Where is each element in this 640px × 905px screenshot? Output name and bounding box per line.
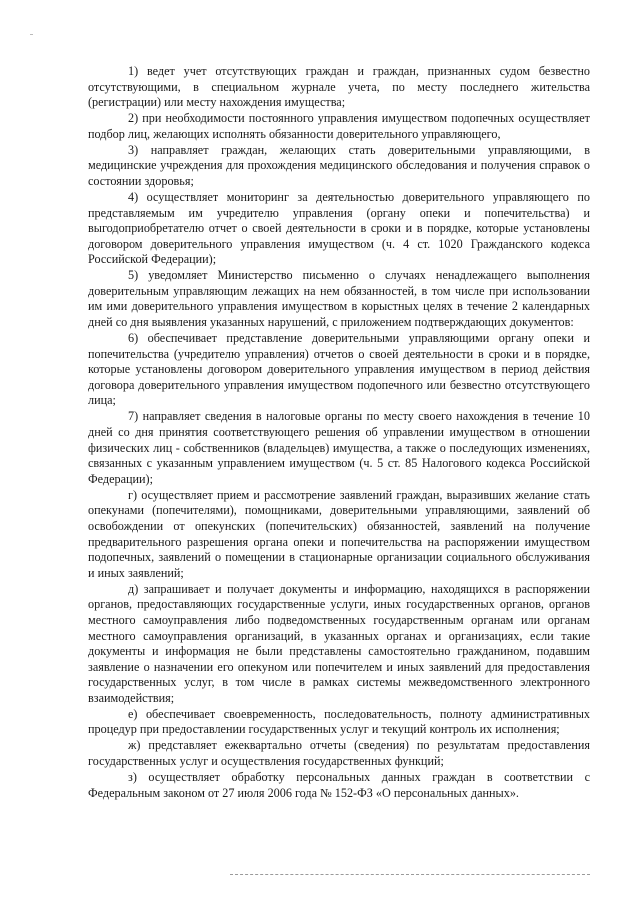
scan-mark xyxy=(30,34,33,35)
paragraph-z: з) осуществляет обработку персональных данных граждан в соответствии с Федеральным законом от 27 июля 2006 года № 152-ФЗ «О персональных данных». xyxy=(88,770,590,800)
paragraph-d: д) запрашивает и получает документы и информацию, находящихся в распоряжении органов, предоставляющих государственные услуги, иных государственных органов, органов местного самоуправления либо подведомственных государственным органам или органам местного самоуправления организаций, в указанных органах и организациях, если такие документы и информация не были представлены самостоятельно гражданином, подавшим заявление о назначении его опекуном или попечителем и иных заявлений для предоставления государственных услуг, в том числе в рамках системы межведомственного электронного взаимодействия; xyxy=(88,581,590,705)
document-body xyxy=(88,64,590,802)
paragraph-e: е) обеспечивает своевременность, последовательность, полноту административных процедур при предоставлении государственных услуг и текущий контроль их исполнения; xyxy=(88,706,590,737)
paragraph-3: 3) направляет граждан, желающих стать доверительными управляющими, в медицинские учреждения для прохождения медицинского обследования и получения справок о состоянии здоровья; xyxy=(88,142,590,188)
paragraph-5: 5) уведомляет Министерство письменно о случаях ненадлежащего выполнения доверительным управляющим лежащих на нем обязанностей, в том числе при использовании им ими доверительного управления имуществом в корыстных целях в течение 2 календарных дней со дня выявления указанных нарушений, с приложением подтверждающих документов: xyxy=(88,268,590,330)
paragraph-1: 1) ведет учет отсутствующих граждан и граждан, признанных судом безвестно отсутствующими, в специальном журнале учета, по месту последнего жительства (регистрации) или месту нахождения имущества; xyxy=(88,64,590,110)
paragraph-2: 2) при необходимости постоянного управления имуществом подопечных осуществляет подбор лиц, желающих исполнять обязанности доверительного управляющего, xyxy=(88,111,590,141)
paragraph-zh: ж) представляет ежеквартально отчеты (сведения) по результатам предоставления государственных услуг и осуществления государственных функций; xyxy=(88,738,590,769)
paragraph-4: 4) осуществляет мониторинг за деятельностью доверительного управляющего по представляемым им учредителю управления (органу опеки и попечительства) и выгодоприобретателю отчет о своей деятельности в сроки и в порядке, которые установлены договором доверительного управления имуществом (ч. 4 ст. 1020 Гражданского кодекса Российской Федерации); xyxy=(88,189,590,267)
paragraph-7: 7) направляет сведения в налоговые органы по месту своего нахождения в течение 10 дней со дня принятия соответствующего решения об управлении имуществом в отношении физических лиц - собственников (владельцев) имущества, а также о последующих изменениях, связанных с указанным управлением имуществом (ч. 5 ст. 85 Налогового кодекса Российской Федерации); xyxy=(88,409,590,486)
footer-divider xyxy=(230,874,590,875)
paragraph-g: г) осуществляет прием и рассмотрение заявлений граждан, выразивших желание стать опекунами (попечителями), помощниками, доверительными управляющими, заявлений об освобождении от опекунских (попечительских) обязанностей, заявлений на получение предварительного разрешения органа опеки и попечительства на распоряжении имуществом подопечных, заявлений о помещении в стационарные организации социального обслуживания и иных заявлений; xyxy=(88,487,590,580)
paragraph-6: 6) обеспечивает представление доверительными управляющими органу опеки и попечительства (учредителю управления) отчетов о своей деятельности в сроки и в порядке, которые установлены договором доверительного управления имуществом в период действия договора доверительного управления имуществом подопечного или безвестно отсутствующего лица; xyxy=(88,331,590,408)
